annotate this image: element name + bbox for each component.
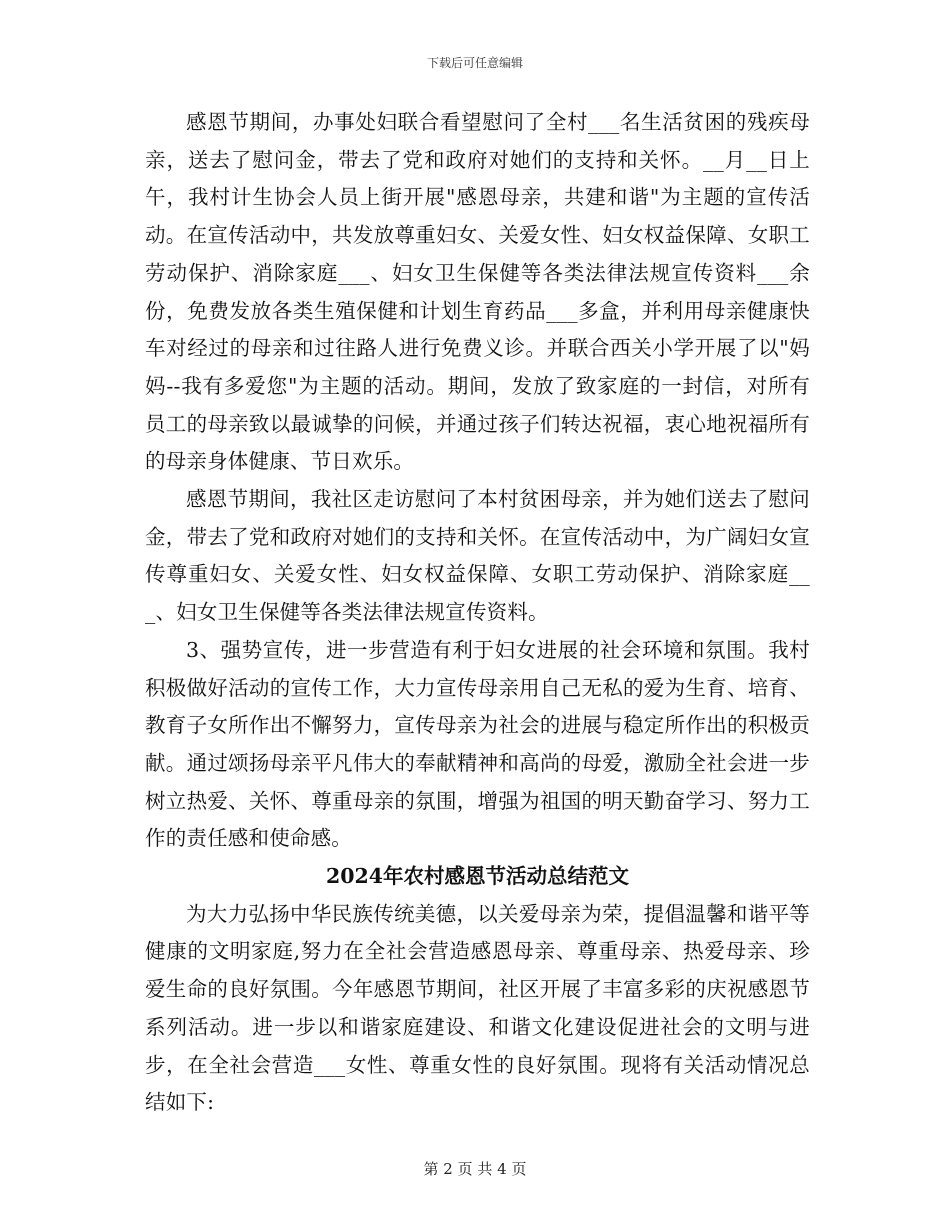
section-title: 2024年农村感恩节活动总结范文 xyxy=(325,864,630,889)
paragraph-3: 3、强势宣传，进一步营造有利于妇女进展的社会环境和氛围。我村积极做好活动的宣传工作，大力宣传母亲用自己无私的爱为生育、培育、教育子女所作出不懈努力，宣传母亲为社会的进展与稳定所作出的积极贡献。通过颂扬母亲平凡伟大的奉献精神和高尚的母爱，激励全社会进一步树立热爱、关怀、尊重母亲的氛围，增强为祖国的明天勤奋学习、努力工作的责任感和使命感。 xyxy=(145,637,810,851)
page-header-note: 下载后可任意编辑 xyxy=(426,56,523,70)
document-body xyxy=(145,104,810,1122)
section-paragraph-1: 为大力弘扬中华民族传统美德，以关爱母亲为荣，提倡温馨和谐平等健康的文明家庭,努力在全社会营造感恩母亲、尊重母亲、热爱母亲、珍爱生命的良好氛围。今年感恩节期间，社区开展了丰富多彩的庆祝感恩节系列活动。进一步以和谐家庭建设、和谐文化建设促进社会的文明与进步，在全社会营造___女性、尊重女性的良好氛围。现将有关活动情况总结如下: xyxy=(145,901,810,1115)
page-number-footer: 第 2 页 共 4 页 xyxy=(423,1160,527,1178)
paragraph-1: 感恩节期间，办事处妇联合看望慰问了全村___名生活贫困的残疾母亲，送去了慰问金，带去了党和政府对她们的支持和关怀。__月__日上午，我村计生协会人员上街开展"感恩母亲，共建和谐"为主题的宣传活动。在宣传活动中，共发放尊重妇女、关爱女性、妇女权益保障、女职工劳动保护、消除家庭___、妇女卫生保健等各类法律法规宣传资料___余份，免费发放各类生殖保健和计划生育药品___多盒，并利用母亲健康快车对经过的母亲和过往路人进行免费义诊。并联合西关小学开展了以"妈妈--我有多爱您"为主题的活动。期间，发放了致家庭的一封信，对所有员工的母亲致以最诚挚的问候，并通过孩子们转达祝福，衷心地祝福所有的母亲身体健康、节日欢乐。 xyxy=(145,110,810,474)
paragraph-2: 感恩节期间，我社区走访慰问了本村贫困母亲，并为她们送去了慰问金，带去了党和政府对她们的支持和关怀。在宣传活动中，为广阔妇女宣传尊重妇女、关爱女性、妇女权益保障、女职工劳动保护、消除家庭___、妇女卫生保健等各类法律法规宣传资料。 xyxy=(145,487,810,625)
